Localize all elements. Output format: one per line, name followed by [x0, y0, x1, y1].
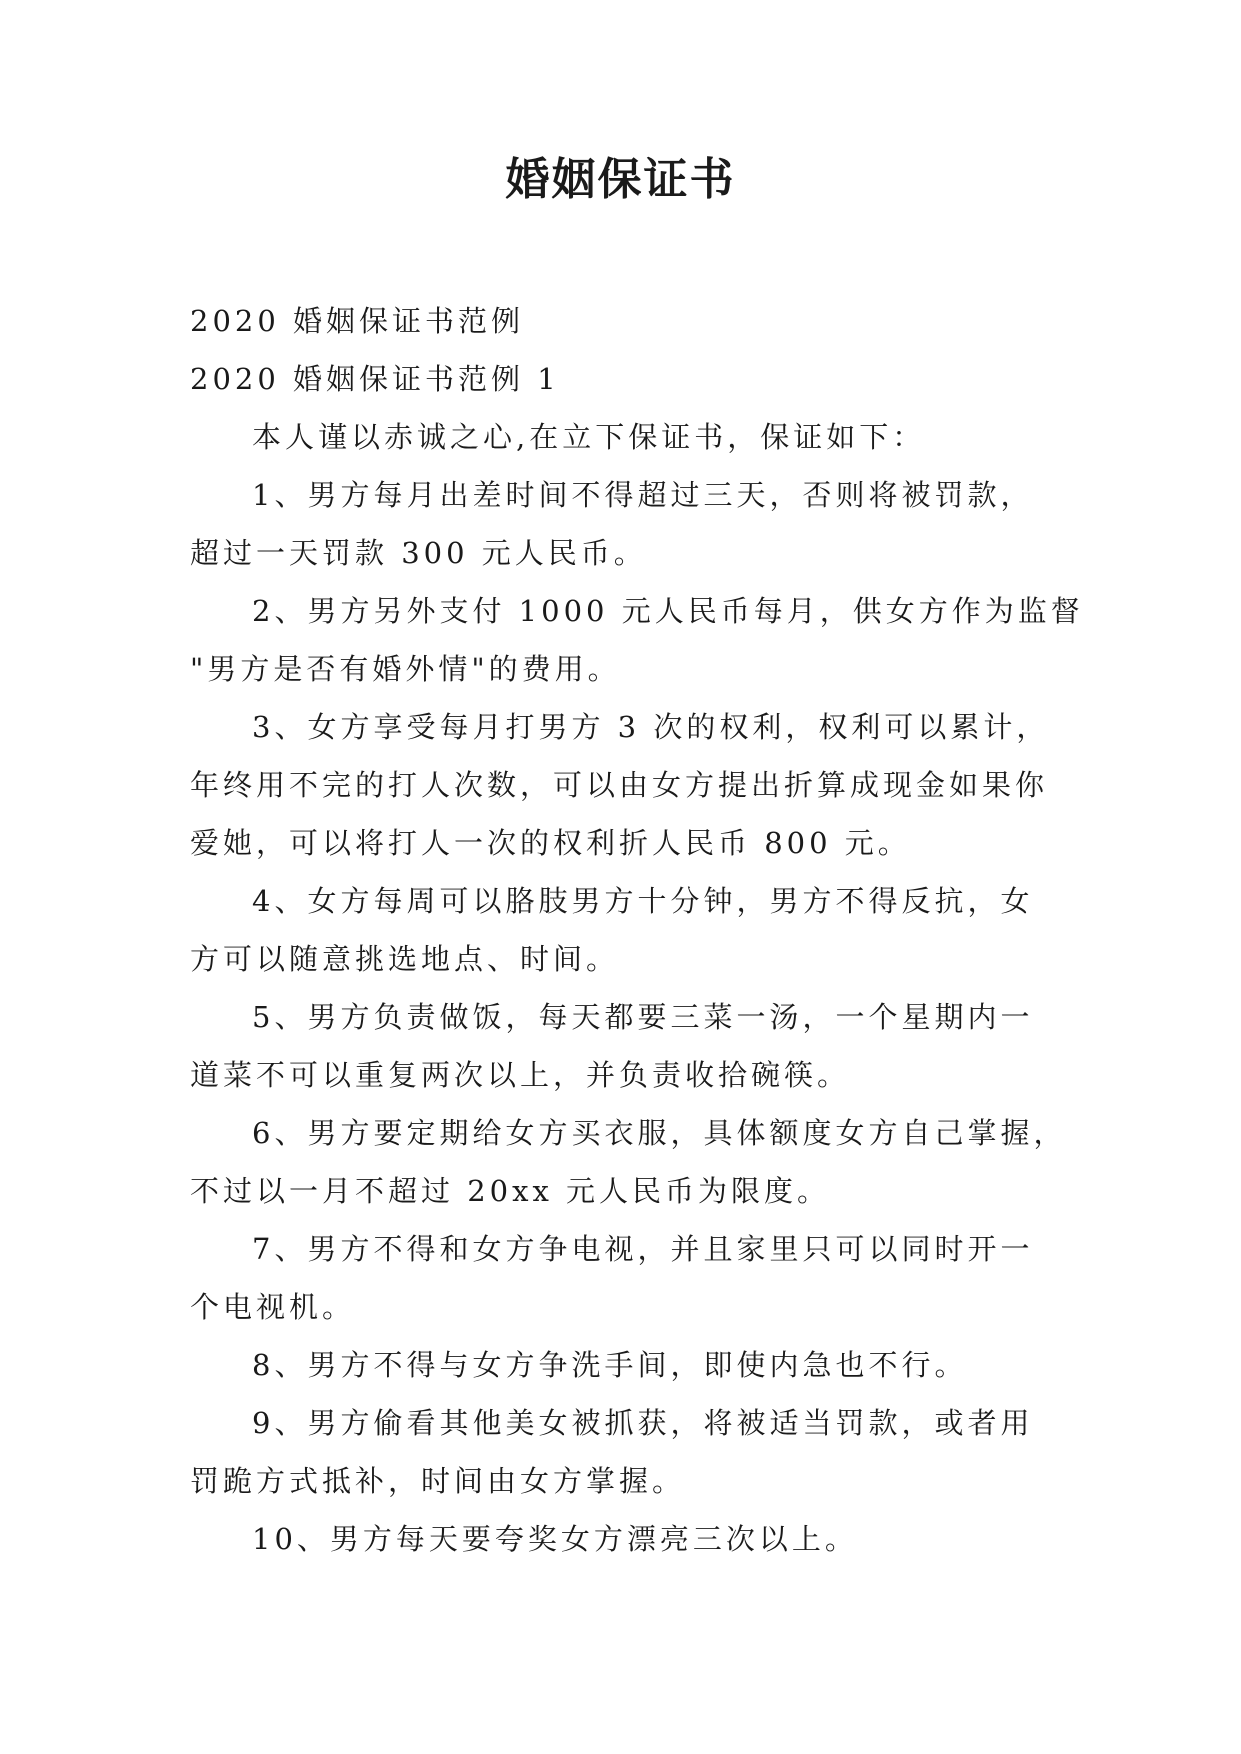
clause-line: 2、男方另外支付 1000 元人民币每月，供女方作为监督	[252, 594, 1084, 628]
clause-4	[190, 872, 1055, 988]
clause-line: 8、男方不得与女方争洗手间，即使内急也不行。	[252, 1348, 968, 1382]
clause-line: 4、女方每周可以胳肢男方十分钟，男方不得反抗，女	[252, 884, 1034, 918]
clause-5	[190, 988, 1055, 1104]
clause-1	[190, 466, 1055, 582]
heading-line: 2020 婚姻保证书范例	[190, 304, 525, 338]
document-body	[190, 292, 1084, 1568]
clause-8	[190, 1336, 1055, 1394]
clause-10	[190, 1510, 1055, 1568]
clause-line: 7、男方不得和女方争电视，并且家里只可以同时开一	[252, 1232, 1034, 1266]
clause-line: 6、男方要定期给女方买衣服，具体额度女方自己掌握，	[252, 1116, 1067, 1150]
clause-line: 个电视机。	[190, 1290, 356, 1324]
clause-line: 1、男方每月出差时间不得超过三天，否则将被罚款，	[252, 478, 1034, 512]
clause-line: 10、男方每天要夸奖女方漂亮三次以上。	[252, 1522, 858, 1556]
clause-line: 超过一天罚款 300 元人民币。	[190, 536, 647, 570]
clause-line: 爱她，可以将打人一次的权利折人民币 800 元。	[190, 826, 911, 860]
clause-2	[190, 582, 1084, 698]
clause-line: "男方是否有婚外情"的费用。	[190, 652, 621, 686]
clause-line: 3、女方享受每月打男方 3 次的权利，权利可以累计，	[252, 710, 1050, 744]
clause-3	[190, 698, 1055, 872]
clause-9	[190, 1394, 1055, 1510]
document-title: 婚姻保证书	[505, 154, 736, 205]
clause-line: 年终用不完的打人次数，可以由女方提出折算成现金如果你	[190, 768, 1049, 802]
clause-6	[190, 1104, 1067, 1220]
clause-line: 罚跪方式抵补，时间由女方掌握。	[190, 1464, 686, 1498]
intro-line: 本人谨以赤诚之心,在立下保证书，保证如下：	[252, 420, 926, 454]
clause-line: 道菜不可以重复两次以上，并负责收拾碗筷。	[190, 1058, 851, 1092]
clause-7	[190, 1220, 1055, 1336]
clause-line: 不过以一月不超过 20xx 元人民币为限度。	[190, 1174, 831, 1208]
clause-line: 方可以随意挑选地点、时间。	[190, 942, 620, 976]
clause-line: 5、男方负责做饭，每天都要三菜一汤，一个星期内一	[252, 1000, 1034, 1034]
clause-line: 9、男方偷看其他美女被抓获，将被适当罚款，或者用	[252, 1406, 1034, 1440]
heading-line: 2020 婚姻保证书范例 1	[190, 362, 560, 396]
